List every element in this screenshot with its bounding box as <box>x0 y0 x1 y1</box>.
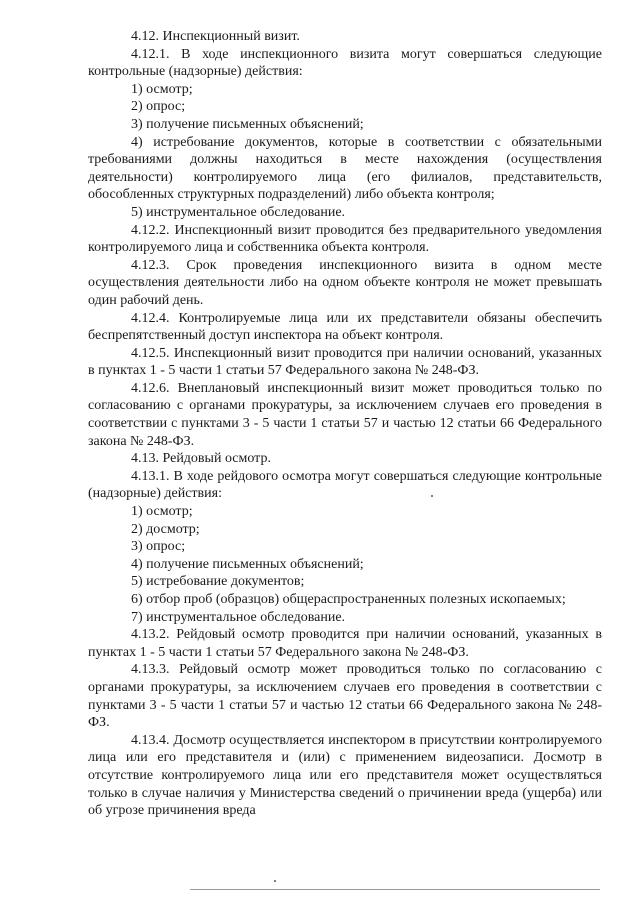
paragraph: 4.12.6. Внеплановый инспекционный визит может проводиться только по согласованию с органами прокуратуры, за исключением случаев его проведения в соответствии с пунктами 3 - 5 части 1 статьи 57 и частью 12 статьи 66 Федерального закона № 248-ФЗ. <box>88 380 602 449</box>
list-item: 5) истребование документов; <box>131 574 305 590</box>
list-item: 1) осмотр; <box>131 81 193 97</box>
paragraph: 4.12.3. Срок проведения инспекционного визита в одном месте осуществления деятельности либо на одном объекте контроля не может превышать один рабочий день. <box>88 257 602 308</box>
paragraph: 4.13.1. В ходе рейдового осмотра могут совершаться следующие контрольные (надзорные) действия: <box>88 468 602 502</box>
paragraph: 4.12.1. В ходе инспекционного визита могут совершаться следующие контрольные (надзорные) действия: <box>88 46 602 80</box>
document-body <box>88 28 602 820</box>
list-item: 2) опрос; <box>131 99 186 115</box>
scan-speck <box>274 880 276 882</box>
paragraph: 4.13. Рейдовый осмотр. <box>131 451 271 467</box>
paragraph: 4.13.4. Досмотр осуществляется инспектором в присутствии контролируемого лица или его представителя и (или) с применением видеозаписи. Досмотр в отсутствие контролируемого лица или его представителя может осуществляться только в случае наличия у Министерства сведений о причинении вреда (ущерба) или об угрозе причинения вреда <box>88 732 602 819</box>
list-item: 6) отбор проб (образцов) общераспространенных полезных ископаемых; <box>131 592 566 607</box>
list-item: 3) опрос; <box>131 539 186 555</box>
paragraph: 4.12.4. Контролируемые лица или их представители обязаны обеспечить беспрепятственный доступ инспектора на объект контроля. <box>88 310 602 344</box>
list-item: 1) осмотр; <box>131 504 193 520</box>
scan-edge-line <box>190 889 600 890</box>
paragraph: 4.12. Инспекционный визит. <box>131 29 300 44</box>
paragraph: 4.12.2. Инспекционный визит проводится без предварительного уведомления контролируемого лица и собственника объекта контроля. <box>88 222 602 256</box>
list-item: 5) инструментальное обследование. <box>131 204 346 220</box>
paragraph: 4.12.5. Инспекционный визит проводится при наличии оснований, указанных в пунктах 1 - 5 части 1 статьи 57 Федерального закона № 248-ФЗ. <box>88 345 602 379</box>
paragraph: 4.13.2. Рейдовый осмотр проводится при наличии оснований, указанных в пунктах 1 - 5 части 1 статьи 57 Федерального закона № 248-ФЗ. <box>88 627 602 660</box>
scan-speck <box>431 495 433 497</box>
list-item: 7) инструментальное обследование. <box>131 609 346 625</box>
paragraph: 4.13.3. Рейдовый осмотр может проводиться только по согласованию с органами прокуратуры, за исключением случаев его проведения в соответствии с пунктами 3 - 5 части 1 статьи 57 и частью 12 статьи 66 Федерального закона № 248-ФЗ. <box>88 662 602 731</box>
paragraph: 4) истребование документов, которые в соответствии с обязательными требованиями должны находиться в месте нахождения (осуществления деятельности) контролируемого лица (его филиалов, представительств, обособленных структурных подразделений) либо объекта контроля; <box>88 134 602 203</box>
list-item: 2) досмотр; <box>131 521 200 537</box>
list-item: 4) получение письменных объяснений; <box>131 556 364 572</box>
list-item: 3) получение письменных объяснений; <box>131 116 364 132</box>
